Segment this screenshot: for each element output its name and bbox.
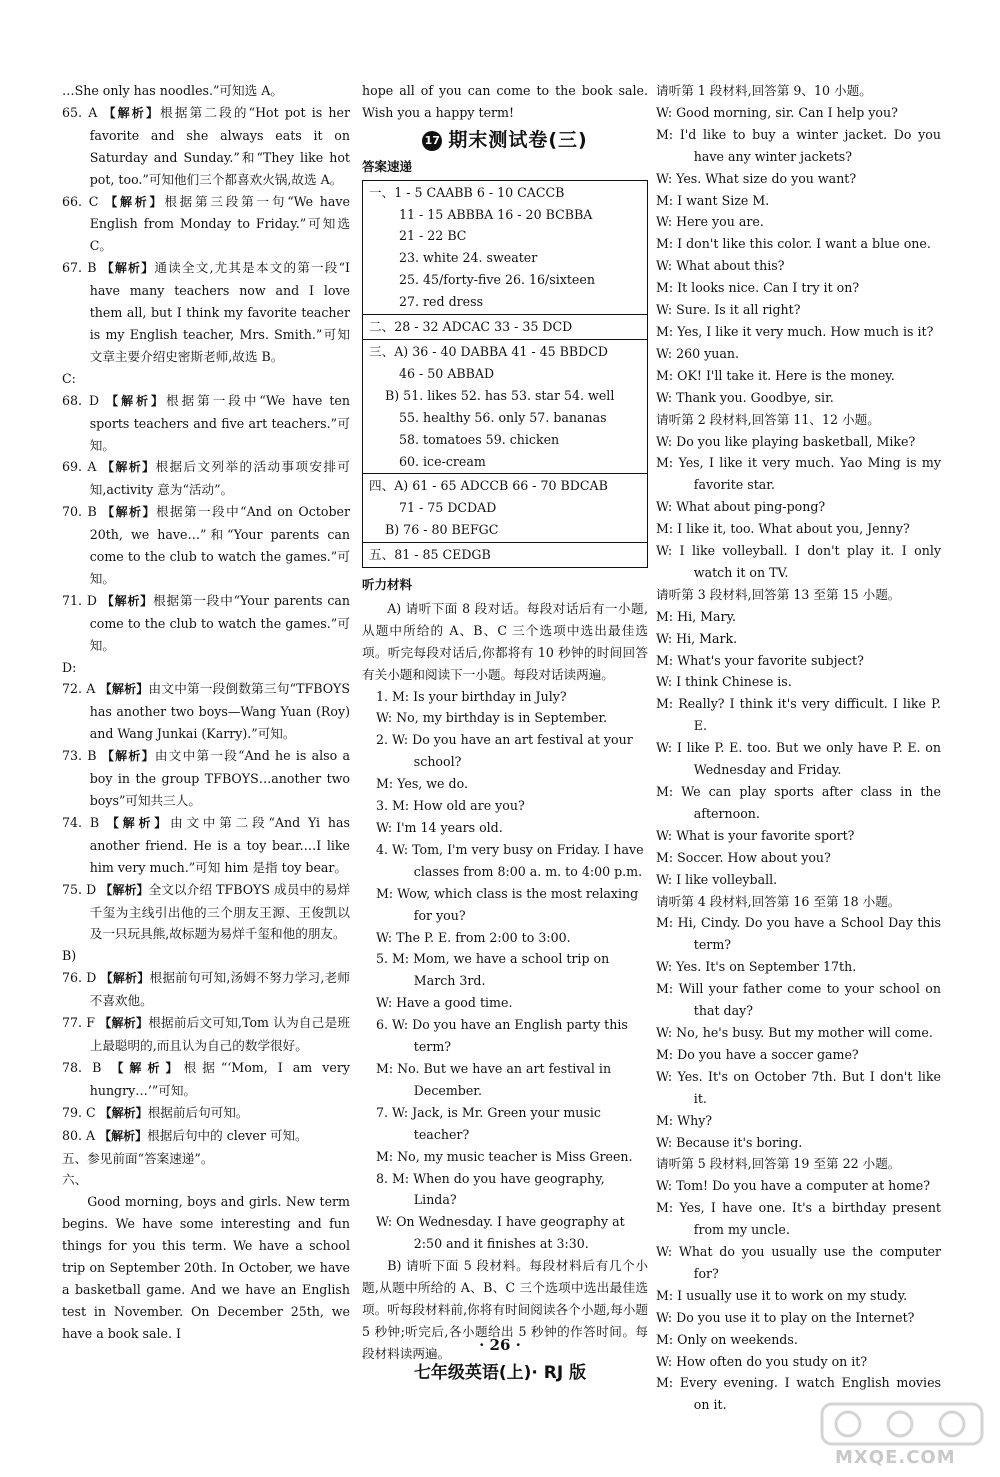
paragraph: B)	[62, 948, 77, 964]
dialogue-line: W: 260 yuan.	[656, 345, 739, 361]
answer-line: 11 - 15 ABBBA 16 - 20 BCBBA	[399, 206, 593, 222]
explanation-tag: 【解析】	[99, 1105, 148, 1120]
answer-explanation: 78. B 【解析】根据“‘Mom, I am very hungry…’”可知。	[62, 1059, 350, 1098]
answer-line: 五、81 - 85 CEDGB	[369, 547, 491, 563]
answer-line: 58. tomatoes 59. chicken	[399, 431, 560, 447]
explanation-tag: 【解析】	[101, 749, 155, 764]
paragraph: 六、	[62, 1172, 88, 1188]
answer-number: 67. B	[62, 260, 102, 276]
book-title: 七年级英语(上)· RJ 版	[413, 1363, 587, 1383]
answer-number: 76. D	[62, 970, 101, 986]
dialogue-line: W: The P. E. from 2:00 to 3:00.	[376, 929, 571, 945]
paragraph: …She only has noodles.”可知选 A。	[62, 83, 283, 98]
explanation-tag: 【解析】	[99, 1016, 149, 1031]
test-title-text: 期末测试卷(三)	[448, 128, 588, 151]
answer-number: 77. F	[62, 1015, 100, 1031]
dialogue-line: W: Yes. What size do you want?	[656, 170, 857, 186]
explanation-tag: 【解析】	[101, 261, 155, 276]
dialogue-line: M: We can play sports after class in the afternoon.	[656, 784, 941, 821]
dialogue-line: W: I like P. E. too. But we only have P. E. on Wednesday and Friday.	[656, 740, 941, 778]
dialogue-line: M: I'd like to buy a winter jacket. Do you have any winter jackets?	[656, 126, 941, 164]
dialogue-question: 8. M: When do you have geography, Linda?	[376, 1170, 605, 1208]
dialogue-question: 5. M: Mom, we have a school trip on March 3rd.	[376, 951, 610, 989]
dialogue	[362, 1102, 648, 1168]
answer-explanation: 77. F 【解析】根据前后文可知,Tom 认为自己是班上最聪明的,而且认为自己的数学很好。	[62, 1015, 350, 1053]
dialogue-line: M: Yes, I like it very much. Yao Ming is my favorite star.	[656, 455, 941, 493]
answer-section	[363, 543, 647, 567]
answer-section	[363, 340, 647, 474]
dialogue-line: M: It looks nice. Can I try it on?	[656, 280, 860, 296]
dialogue-line: W: On Wednesday. I have geography at 2:50 and it finishes at 3:30.	[376, 1214, 625, 1252]
watermark-text: MXQE.COM	[835, 1447, 956, 1468]
answer-number: 70. B	[62, 504, 103, 520]
dialogue-line: W: I like volleyball. I don't play it. I only watch it on TV.	[656, 543, 941, 580]
dialogue-line: W: Here you are.	[656, 214, 764, 230]
dialogue-line: W: Yes. It's on October 7th. But I don't like it.	[656, 1068, 941, 1106]
answer-line: 三、A) 36 - 40 DABBA 41 - 45 BBDCD	[369, 343, 608, 359]
dialogue-line: M: No. But we have an art festival in December.	[376, 1060, 612, 1098]
answer-box	[362, 180, 648, 568]
answer-number: 68. D	[62, 392, 107, 408]
dialogue-line: M: Hi, Mary.	[656, 608, 737, 624]
dialogue-line: M: I don't like this color. I want a blue one.	[656, 236, 931, 252]
explanation-tag: 【解析】	[102, 505, 156, 520]
dialogue-line: M: Only on weekends.	[656, 1331, 798, 1347]
answer-explanation: 75. D 【解析】全文以介绍 TFBOYS 成员中的易烊千玺为主线引出他的三个朋友王源、王俊凯以及一只玩具熊,故标题为易烊千玺和他的朋友。	[62, 881, 350, 942]
dialogue-line: W: Yes. It's on September 17th.	[656, 959, 857, 975]
section-instruction: 请听第 5 段材料,回答第 19 至第 22 小题。	[656, 1156, 901, 1172]
dialogue-line: W: No, he's busy. But my mother will come.	[656, 1024, 933, 1040]
answer-explanation: 74. B 【解析】由文中第二段“And Yi has another friend. He is a toy bear.…I like him very much.”可知 him 是指 toy bear。	[62, 814, 350, 875]
answer-line: 46 - 50 ABBAD	[399, 365, 495, 381]
dialogue-line: M: Why?	[656, 1112, 713, 1128]
answer-line: 21 - 22 BC	[399, 228, 467, 244]
dialogue-line: M: Hi, Cindy. Do you have a School Day this term?	[656, 915, 941, 953]
answer-explanation: 68. D 【解析】根据第一段中“We have ten sports teachers and five art teachers.”可知。	[62, 392, 350, 453]
answer-line: 60. ice-cream	[399, 453, 486, 469]
explanation-tag: 【解析】	[106, 393, 166, 408]
dialogue-line: M: I usually use it to work on my study.	[656, 1287, 908, 1303]
column-left	[62, 80, 350, 1345]
answer-line: B) 51. likes 52. has 53. star 54. well	[369, 387, 615, 403]
dialogue-line: M: Soccer. How about you?	[656, 849, 831, 865]
explanation-tag: 【解析】	[99, 1128, 148, 1143]
dialogue-line: W: No, my birthday is in September.	[376, 710, 608, 726]
dialogue-line: W: What do you usually use the computer for?	[656, 1244, 941, 1281]
dialogue-line: W: How often do you study on it?	[656, 1353, 868, 1369]
dialogue	[362, 729, 648, 795]
column-middle	[362, 80, 648, 1365]
dialogue-line: M: Yes, I like it very much. How much is it?	[656, 323, 934, 339]
page-number: · 26 ·	[479, 1336, 521, 1354]
dialogue	[362, 686, 648, 730]
dialogue-line: W: I like volleyball.	[656, 871, 778, 887]
section-instruction: 请听第 1 段材料,回答第 9、10 小题。	[656, 83, 872, 98]
explanation-tag: 【解析】	[103, 105, 161, 120]
dialogue-line: W: Do you use it to play on the Internet?	[656, 1309, 915, 1325]
dialogue-line: M: Do you have a soccer game?	[656, 1046, 859, 1062]
section-instruction: 请听第 4 段材料,回答第 16 至第 18 小题。	[656, 893, 901, 909]
dialogue-question: 2. W: Do you have an art festival at your school?	[376, 732, 633, 770]
dialogue-question: 4. W: Tom, I'm very busy on Friday. I have classes from 8:00 a. m. to 4:00 p.m.	[376, 841, 644, 879]
explanation-tag: 【解析】	[101, 460, 156, 475]
dialogue-line: W: I'm 14 years old.	[376, 820, 503, 835]
dialogue-line: M: No, my music teacher is Miss Green.	[376, 1148, 633, 1164]
answer-explanation: 80. A 【解析】根据后句中的 clever 可知。	[62, 1127, 308, 1143]
dialogue-line: M: I want Size M.	[656, 192, 770, 208]
answer-number: 75. D	[62, 881, 101, 897]
dialogue-line: M: Yes, we do.	[376, 776, 468, 792]
paragraph: C:	[62, 370, 76, 386]
answer-explanation: 66. C 【解析】根据第三段第一句“We have English from Monday to Friday.”可知选 C。	[62, 193, 350, 254]
answer-line: 一、1 - 5 CAABB 6 - 10 CACCB	[369, 184, 565, 200]
answer-explanation: 79. C 【解析】根据前后句可知。	[62, 1104, 249, 1120]
answer-section	[363, 315, 647, 340]
dialogue	[362, 948, 648, 1014]
answer-explanation: 73. B 【解析】由文中第一段“And he is also a boy in the group TFBOYS…another two boys”可知共三人。	[62, 748, 350, 808]
dialogue-line: M: Every evening. I watch English movies on it.	[656, 1375, 941, 1413]
answer-number: 66. C	[62, 193, 106, 209]
answer-explanation: 76. D 【解析】根据前句可知,汤姆不努力学习,老师不喜欢他。	[62, 970, 350, 1009]
dialogue-line: W: Have a good time.	[376, 995, 513, 1011]
dialogue-line: W: Thank you. Goodbye, sir.	[656, 389, 834, 405]
answer-section	[363, 181, 647, 315]
test-title	[362, 130, 648, 152]
answer-number: 80. A	[62, 1127, 100, 1143]
paragraph: Good morning, boys and girls. New term begins. We have some interesting and fun things for you this term. We have a school trip on September 20th. In October, we have a basketball game. And we have an English test in November. On December 25th, we have a book sale. I	[62, 1194, 350, 1341]
answer-explanation: 70. B 【解析】根据第一段中“And on October 20th, we have…”和“Your parents can come to the club to watch the games.”可知。	[62, 504, 350, 586]
explanation-tag: 【解析】	[99, 682, 149, 697]
explanation-tag: 【解析】	[105, 194, 165, 209]
dialogue	[362, 1168, 648, 1256]
listening-heading: 听力材料	[362, 577, 413, 593]
answer-number: 73. B	[62, 748, 102, 764]
answer-line: 二、28 - 32 ADCAC 33 - 35 DCD	[369, 319, 573, 335]
dialogue-question: 7. W: Jack, is Mr. Green your music teacher?	[376, 1104, 601, 1142]
answer-line: 71 - 75 DCDAD	[399, 500, 497, 516]
dialogue-line: M: Will your father come to your school on that day?	[656, 981, 941, 1019]
column-right	[656, 80, 941, 1416]
answer-number: 79. C	[62, 1104, 100, 1120]
dialogue-line: M: Yes, I have one. It's a birthday present from my uncle.	[656, 1200, 941, 1238]
answer-number: 72. A	[62, 681, 100, 697]
paragraph: D:	[62, 659, 77, 675]
explanation-tag: 【解析】	[111, 1060, 184, 1075]
dialogue-line: W: What about this?	[656, 258, 785, 274]
section-instruction: 请听第 3 段材料,回答第 13 至第 15 小题。	[656, 586, 901, 602]
answer-line: 23. white 24. sweater	[399, 250, 538, 266]
explanation-tag: 【解析】	[100, 971, 150, 986]
dialogue	[362, 795, 648, 839]
answer-number: 65. A	[62, 104, 104, 120]
dialogue-question: 1. M: Is your birthday in July?	[376, 688, 567, 704]
dialogue-line: W: Hi, Mark.	[656, 630, 738, 646]
test-number-badge: 17	[422, 131, 442, 151]
section-instruction: 请听第 2 段材料,回答第 11、12 小题。	[656, 411, 880, 427]
explanation-tag: 【解析】	[100, 882, 149, 897]
paragraph: 五、参见前面“答案速递”。	[62, 1150, 214, 1166]
answer-line: B) 76 - 80 BEFGC	[369, 522, 499, 538]
explanation-tag: 【解析】	[101, 593, 154, 608]
dialogue-line: W: Do you like playing basketball, Mike?	[656, 433, 916, 449]
dialogue-question: 3. M: How old are you?	[376, 798, 525, 814]
answer-explanation: 71. D 【解析】根据第一段中“Your parents can come to the club to watch the games.”可知。	[62, 592, 350, 653]
answer-number: 74. B	[62, 814, 107, 830]
answer-number: 78. B	[62, 1059, 112, 1075]
dialogue-line: M: I like it, too. What about you, Jenny?	[656, 521, 910, 537]
dialogue-question: 6. W: Do you have an English party this term?	[376, 1017, 628, 1055]
answer-explanation: 72. A 【解析】由文中第一段倒数第三句“TFBOYS has another two boys—Wang Yuan (Roy) and Wang Junkai (Karry).”可知。	[62, 681, 350, 742]
answer-heading: 答案速递	[362, 158, 413, 174]
answer-number: 69. A	[62, 459, 102, 475]
dialogue-line: M: OK! I'll take it. Here is the money.	[656, 367, 895, 383]
answer-line: 四、A) 61 - 65 ADCCB 66 - 70 BDCAB	[369, 478, 608, 494]
dialogue-line: W: Tom! Do you have a computer at home?	[656, 1178, 930, 1194]
answer-line: 25. 45/forty-five 26. 16/sixteen	[399, 272, 595, 288]
answer-explanation: 65. A 【解析】根据第二段的“Hot pot is her favorite and she always eats it on Saturday and Sunday.”和“They like hot pot, too.”可知他们三个都喜欢火锅,故选 A。	[62, 104, 350, 187]
dialogue-line: W: Good morning, sir. Can I help you?	[656, 104, 898, 120]
dialogue	[362, 1014, 648, 1102]
dialogue-list	[362, 686, 648, 1256]
answer-explanation: 69. A 【解析】根据后文列举的活动事项安排可知,activity 意为“活动”。	[62, 459, 350, 498]
answer-line: 55. healthy 56. only 57. bananas	[399, 409, 607, 425]
listening-intro-b: B) 请听下面 5 段材料。每段材料后有几个小题,从题中所给的 A、B、C 三个选项中选出最佳选项。听每段材料前,你将有时间阅读各个小题,每小题 5 秒钟;听完后,各小题给出 5 秒钟的作答时间。每段材料读两遍。	[362, 1258, 648, 1361]
dialogue-line: M: What's your favorite subject?	[656, 652, 864, 668]
answer-explanation: 67. B 【解析】通读全文,尤其是本文的第一段“I have many teachers now and I love them all, but I think my favorite teacher is my English teacher, Mrs. Smith.”可知文章主要介绍史密斯老师,故选 B。	[62, 260, 350, 364]
dialogue-line: M: Really? I think it's very difficult. I like P. E.	[656, 696, 941, 734]
answer-line: 27. red dress	[399, 294, 484, 310]
dialogue-line: W: I think Chinese is.	[656, 674, 792, 690]
answer-number: 71. D	[62, 592, 102, 608]
explanation-tag: 【解析】	[106, 815, 171, 830]
listening-intro-a: A) 请听下面 8 段对话。每段对话后有一小题,从题中所给的 A、B、C 三个选项中选出最佳选项。听完每段对话后,你都将有 10 秒钟的时间回答有关小题和阅读下一小题。每段对话读两遍。	[362, 600, 648, 682]
dialogue	[362, 839, 648, 949]
dialogue-line: M: Wow, which class is the most relaxing for you?	[376, 885, 639, 923]
dialogue-line: W: What about ping-pong?	[656, 499, 826, 515]
dialogue-line: W: Sure. Is it all right?	[656, 302, 801, 318]
continued-text: hope all of you can come to the book sale. Wish you a happy term!	[362, 83, 648, 120]
answer-section	[363, 474, 647, 543]
dialogue-line: W: Because it's boring.	[656, 1134, 803, 1150]
dialogue-line: W: What is your favorite sport?	[656, 827, 855, 843]
